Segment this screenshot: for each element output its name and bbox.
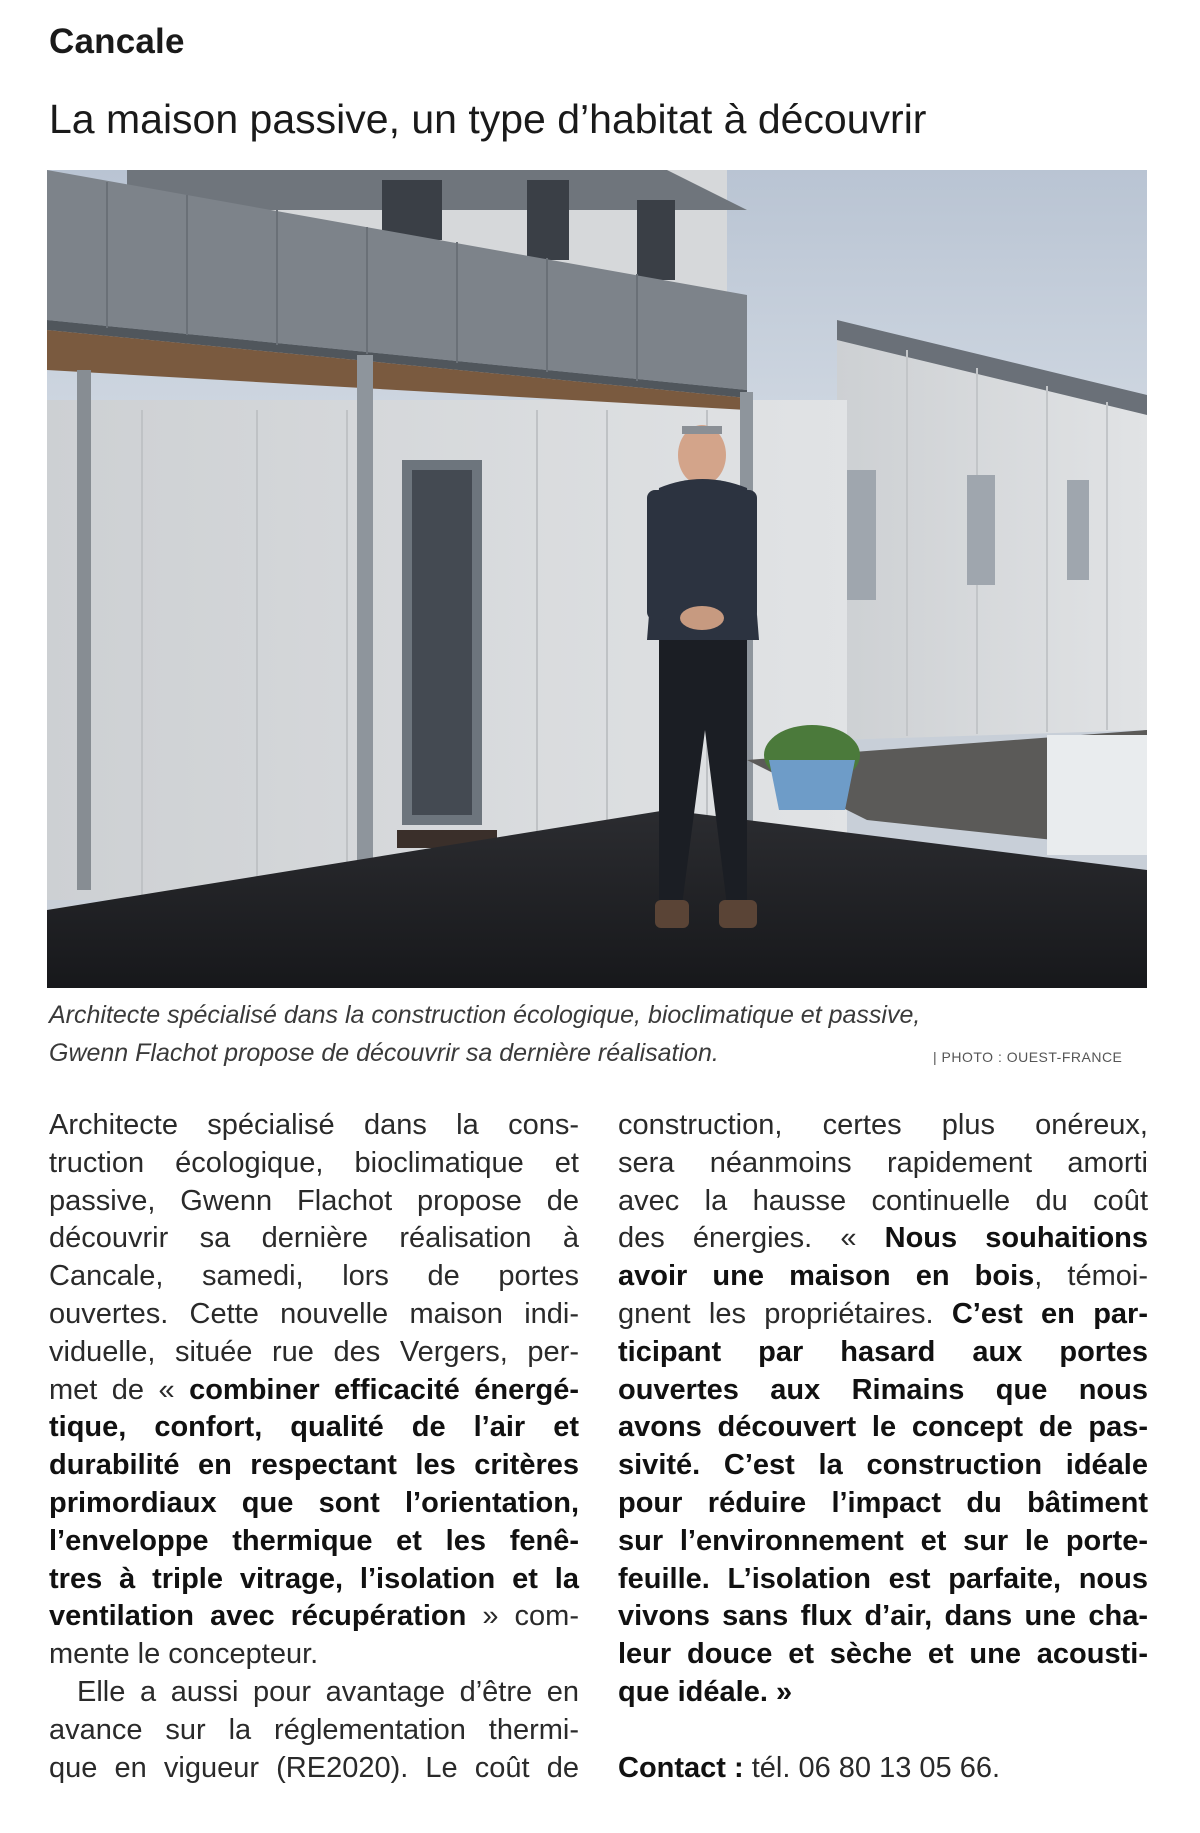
quote-text: vivons sans flux d’air, dans une cha- (618, 1600, 1148, 1633)
body-text: avance sur la réglementation thermi- (49, 1713, 579, 1746)
body-text: Elle a aussi pour avantage d’être en (77, 1675, 579, 1708)
body-line (49, 1258, 579, 1296)
upper-window (637, 200, 675, 280)
body-line (49, 1296, 579, 1334)
quote-text: l’enveloppe thermique et les fenê- (49, 1524, 579, 1557)
body-text: Architecte spécialisé dans la cons- (49, 1109, 579, 1141)
body-line (618, 1523, 1148, 1561)
quote-text: sur l’environnement et sur le porte- (618, 1524, 1148, 1557)
body-text: met de « (49, 1373, 190, 1406)
side-window (967, 475, 995, 585)
body-text: ouvertes. Cette nouvelle maison indi- (49, 1297, 579, 1330)
flower-pot (769, 760, 855, 810)
body-line (618, 1372, 1148, 1410)
body-text: truction écologique, bioclimatique et (49, 1146, 579, 1179)
body-line (618, 1107, 1148, 1145)
body-text: avec la hausse continuelle du coût (618, 1184, 1148, 1217)
quote-text: feuille. L’isolation est parfaite, nous (618, 1562, 1148, 1595)
body-line (618, 1409, 1148, 1447)
body-text: , témoi- (1034, 1260, 1148, 1293)
quote-text: Nous souhaitions (884, 1222, 1148, 1255)
quote-text: sivité. C’est la construction idéale (618, 1449, 1148, 1482)
body-text: construction, certes plus onéreux, (618, 1109, 1148, 1141)
article-headline: La maison passive, un type d’habitat à découvrir (49, 96, 927, 142)
contact-phone: tél. 06 80 13 05 66. (743, 1751, 1001, 1784)
caption-line: Gwenn Flachot propose de découvrir sa dernière réalisation. (49, 1039, 719, 1067)
body-line (49, 1485, 579, 1523)
body-text: mente le concepteur. (49, 1638, 319, 1671)
quote-text: leur douce et sèche et une acousti- (618, 1638, 1148, 1671)
quote-text: combiner efficacité énergé- (189, 1373, 579, 1406)
body-line (618, 1636, 1148, 1674)
body-text: gnent les propriétaires. (618, 1297, 952, 1330)
quote-text: C’est en par- (951, 1297, 1148, 1330)
body-line (618, 1674, 1148, 1712)
body-text: sera néanmoins rapidement amorti (618, 1146, 1148, 1179)
body-text: découvrir sa dernière réalisation à (49, 1222, 579, 1255)
body-line (618, 1183, 1148, 1221)
body-line (49, 1145, 579, 1183)
body-line (49, 1561, 579, 1599)
body-line (618, 1145, 1148, 1183)
body-line (49, 1750, 579, 1788)
body-line (49, 1598, 579, 1636)
body-line (618, 1447, 1148, 1485)
upper-window (527, 180, 569, 260)
body-line (618, 1334, 1148, 1372)
body-line (618, 1220, 1148, 1258)
article-photo (47, 170, 1147, 988)
contact-line (618, 1750, 1148, 1788)
quote-text: primordiaux que sont l’orientation, (49, 1486, 579, 1519)
contact-label: Contact : (618, 1751, 744, 1784)
body-line (49, 1107, 579, 1145)
body-column-right (618, 1107, 1148, 1787)
body-line (49, 1712, 579, 1750)
quote-text: tres à triple vitrage, l’isolation et la (49, 1562, 579, 1595)
body-line (618, 1561, 1148, 1599)
body-line (49, 1447, 579, 1485)
wrapped-pallet (1047, 735, 1147, 855)
quote-text: ticipant par hasard aux portes (618, 1335, 1148, 1368)
body-line (618, 1296, 1148, 1334)
body-line (49, 1183, 579, 1221)
body-text: Cancale, samedi, lors de portes (49, 1260, 579, 1293)
quote-text: pour réduire l’impact du bâtiment (618, 1486, 1148, 1519)
caption-line: Architecte spécialisé dans la construction écologique, bioclimatique et passive, (49, 1001, 921, 1029)
body-text: des énergies. « (618, 1222, 885, 1255)
section-kicker: Cancale (49, 22, 185, 61)
quote-text: tique, confort, qualité de l’air et (49, 1411, 579, 1444)
paragraph-gap (618, 1712, 1148, 1750)
body-line (49, 1334, 579, 1372)
quote-text: ventilation avec récupération (49, 1600, 467, 1633)
body-text: que en vigueur (RE2020). Le coût de (49, 1751, 579, 1784)
body-text: passive, Gwenn Flachot propose de (49, 1184, 579, 1217)
upper-window (382, 180, 442, 240)
body-line (49, 1523, 579, 1561)
body-column-left (49, 1107, 579, 1787)
body-line (618, 1485, 1148, 1523)
side-window (842, 470, 876, 600)
body-line (49, 1674, 579, 1712)
body-text: viduelle, située rue des Vergers, per- (49, 1335, 579, 1368)
photo-credit: | PHOTO : OUEST-FRANCE (933, 1049, 1123, 1065)
side-window (1067, 480, 1089, 580)
quote-text: avons découvert le concept de pas- (618, 1411, 1148, 1444)
quote-text: durabilité en respectant les critères (49, 1449, 579, 1482)
body-line (618, 1258, 1148, 1296)
quote-text: que idéale. » (618, 1675, 793, 1708)
body-line (49, 1636, 579, 1674)
body-line (49, 1220, 579, 1258)
body-text: » com- (466, 1600, 579, 1633)
quote-text: ouvertes aux Rimains que nous (618, 1373, 1148, 1406)
quote-text: avoir une maison en bois (618, 1260, 1035, 1293)
body-line (618, 1598, 1148, 1636)
body-line (49, 1372, 579, 1410)
body-line (49, 1409, 579, 1447)
